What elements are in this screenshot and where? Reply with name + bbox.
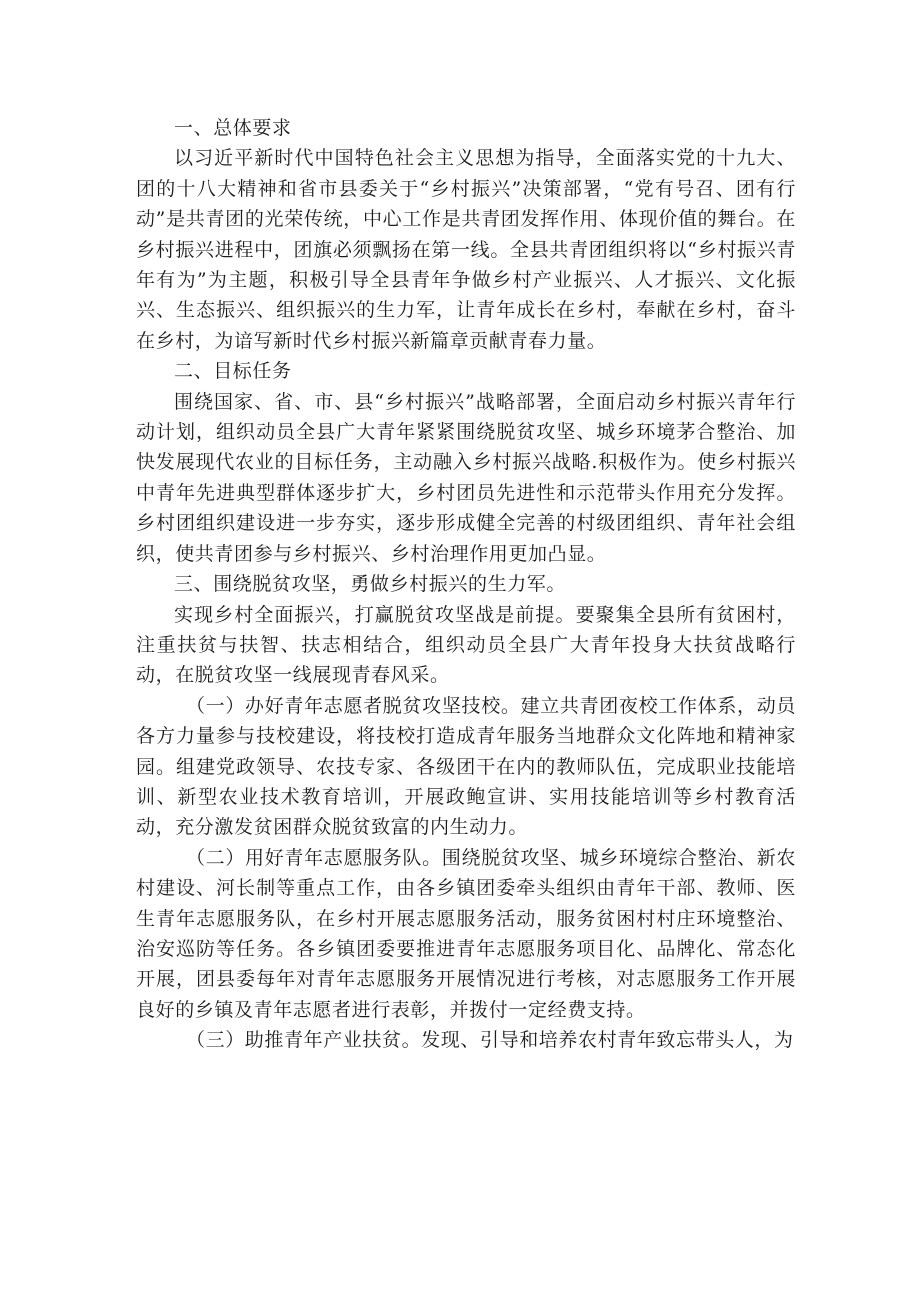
- paragraph-poverty-alleviation: 实现乡村全面振兴，打赢脱贫攻坚战是前提。要聚集全县所有贫困村，注重扶贫与扶智、扶志相结合，组织动员全县广大青年投身大扶贫战略行动，在脱贫攻坚一线展现青春风采。: [136, 603, 796, 687]
- paragraph-overall-requirements: 以习近平新时代中国特色社会主义思想为指导，全面落实党的十九大、团的十八大精神和省市县委关于“乡村振兴”决策部署，“党有号召、团有行动”是共青团的光荣传统，中心工作是共青团发挥作用、体现价值的舞台。在乡村振兴进程中，团旗必须飘扬在第一线。全县共青团组织将以“乡村振兴青年有为”为主题，积极引导全县青年争做乡村产业振兴、人才振兴、文化振兴、生态振兴、组织振兴的生力军，让青年成长在乡村，奉献在乡村，奋斗在乡村，为谙写新时代乡村振兴新篇章贡献青春力量。: [136, 147, 796, 352]
- paragraph-goals: 围绕国家、省、市、县“乡村振兴”战略部署，全面启动乡村振兴青年行动计划，组织动员全县广大青年紧紧围绕脱贫攻坚、城乡环境茅合整治、加快发展现代农业的目标任务，主动融入乡村振兴战略.积极作为。使乡村振兴中青年先进典型群体逐步扩大，乡村团员先进性和示范带头作用充分发挥。乡村团组织建设进一步夯实，逐步形成健全完善的村级团组织、青年社会组织，使共青团参与乡村振兴、乡村治理作用更加凸显。: [136, 390, 796, 565]
- paragraph-item-1-technical-school: （一）办好青年志愿者脱贫攻坚技校。建立共青团夜校工作体系，动员各方力量参与技校建设，将技校打造成青年服务当地群众文化阵地和精神家园。组建党政领导、农技专家、各级团干在内的教师队伍，完成职业技能培训、新型农业技术教育培训，开展政鲍宣讲、实用技能培训等乡村教育活动，充分激发贫困群众脱贫致富的内生动力。: [136, 694, 796, 839]
- section-heading-goals: 二、目标任务: [174, 360, 292, 383]
- paragraph-item-2-volunteer-team: （二）用好青年志愿服务队。围绕脱贫攻坚、城乡环境综合整治、新农村建设、河长制等重点工作，由各乡镇团委牵头组织由青年干部、教师、医生青年志愿服务队，在乡村开展志愿服务活动，服务贫困村村庄环境整治、治安巡防等任务。各乡镇团委要推进青年志愿服务项目化、品牌化、常态化开展，团县委每年对青年志愿服务开展情况进行考核，对志愿服务工作开展良好的乡镇及青年志愿者进行表彰，并拨付一定经费支持。: [136, 846, 796, 1021]
- document-body: [136, 113, 796, 1056]
- paragraph-item-3-industry-support: （三）助推青年产业扶贫。发现、引导和培养农村青年致忘带头人，为: [186, 1029, 794, 1052]
- section-heading-poverty-alleviation: 三、围绕脱贫攻坚，勇做乡村振兴的生力军。: [174, 573, 567, 596]
- section-heading-overall-requirements: 一、总体要求: [174, 117, 292, 139]
